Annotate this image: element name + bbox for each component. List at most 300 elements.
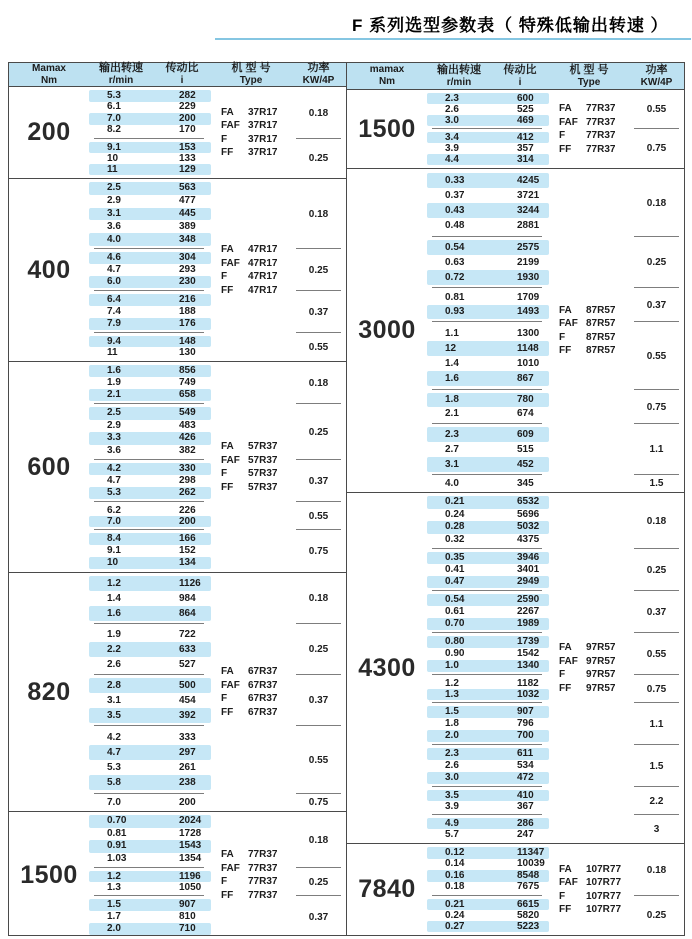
power-group bbox=[629, 288, 684, 322]
type-designation bbox=[221, 120, 291, 132]
type-designation bbox=[221, 693, 291, 705]
speed-ratio-row bbox=[89, 220, 211, 233]
speed-value: 2.6 bbox=[445, 103, 459, 115]
speed-ratio-row bbox=[89, 365, 211, 377]
power-value: 0.55 bbox=[646, 648, 667, 660]
type-model: 87R57 bbox=[586, 331, 616, 343]
speed-ratio-row bbox=[427, 356, 549, 371]
ratio-value: 247 bbox=[517, 828, 534, 840]
speed-value: 3.5 bbox=[445, 789, 459, 801]
ratio-value: 6532 bbox=[517, 496, 540, 508]
type-prefix: FF bbox=[559, 904, 572, 915]
speed-ratio-row bbox=[427, 305, 549, 319]
speed-ratio-row bbox=[89, 760, 211, 775]
power-group bbox=[629, 591, 684, 633]
type-prefix: FAF bbox=[221, 679, 240, 691]
speed-ratio-row bbox=[89, 407, 211, 420]
speed-value: 3.9 bbox=[445, 142, 459, 154]
speed-value: 0.90 bbox=[445, 648, 465, 659]
speed-ratio-row bbox=[427, 104, 549, 115]
speed-ratio-group bbox=[89, 812, 211, 868]
ratio-value: 3946 bbox=[517, 552, 540, 563]
ratio-value: 330 bbox=[179, 463, 196, 474]
power-group bbox=[291, 87, 346, 139]
speed-ratio-row bbox=[427, 636, 549, 648]
speed-ratio-row bbox=[89, 264, 211, 276]
power-group bbox=[291, 460, 346, 502]
type-prefix: F bbox=[221, 133, 228, 145]
speed-value: 4.2 bbox=[107, 463, 121, 474]
speed-ratio-row bbox=[89, 708, 211, 723]
type-model: 77R37 bbox=[586, 116, 616, 128]
speed-ratio-row bbox=[427, 790, 549, 801]
power-group bbox=[629, 129, 684, 168]
speed-ratio-row bbox=[89, 463, 211, 475]
speed-value: 2.5 bbox=[107, 182, 121, 194]
type-model: 57R37 bbox=[248, 468, 278, 479]
ratio-value: 357 bbox=[517, 142, 534, 154]
header-unit: Type bbox=[239, 75, 263, 86]
speed-value: 0.28 bbox=[445, 521, 465, 533]
ratio-value: 153 bbox=[179, 141, 196, 153]
power-value: 0.55 bbox=[308, 341, 329, 353]
power-group bbox=[629, 390, 684, 424]
type-designation bbox=[221, 258, 291, 270]
power-group bbox=[291, 812, 346, 868]
power-value: 0.18 bbox=[646, 864, 667, 876]
type-list bbox=[549, 169, 629, 492]
type-designation bbox=[559, 669, 629, 681]
speed-ratio-row bbox=[427, 240, 549, 255]
torque-value: 820 bbox=[27, 677, 71, 706]
speed-ratio-row bbox=[427, 534, 549, 547]
type-model: 67R37 bbox=[248, 693, 278, 704]
ratio-value: 1542 bbox=[517, 648, 540, 659]
power-value: 0.37 bbox=[308, 911, 329, 923]
speed-ratio-group bbox=[427, 703, 549, 745]
type-model: 77R37 bbox=[586, 143, 616, 155]
speed-value: 0.12 bbox=[445, 846, 465, 858]
power-group bbox=[629, 549, 684, 591]
left-table-header bbox=[9, 63, 346, 87]
title-underline bbox=[215, 38, 691, 40]
type-prefix: FF bbox=[221, 481, 234, 493]
speed-value: 1.2 bbox=[445, 677, 459, 689]
speed-value: 0.72 bbox=[445, 271, 465, 283]
column-header-torque bbox=[9, 64, 89, 86]
ratio-value: 238 bbox=[179, 776, 196, 788]
ratio-value: 658 bbox=[179, 389, 196, 400]
speed-ratio-row bbox=[427, 870, 549, 882]
type-designation bbox=[559, 144, 629, 156]
right-table bbox=[346, 63, 684, 935]
type-model: 57R37 bbox=[248, 481, 278, 493]
speed-value: 0.41 bbox=[445, 564, 465, 575]
speed-value: 9.4 bbox=[107, 335, 121, 347]
ratio-value: 200 bbox=[179, 796, 196, 808]
ratio-value: 867 bbox=[517, 372, 534, 384]
type-model: 77R37 bbox=[248, 862, 278, 874]
speed-value: 0.61 bbox=[445, 606, 465, 617]
type-prefix: FA bbox=[559, 863, 572, 875]
type-prefix: FAF bbox=[221, 120, 240, 131]
power-value: 0.75 bbox=[308, 545, 329, 557]
ratio-value: 984 bbox=[179, 592, 196, 604]
speed-ratio-row bbox=[89, 606, 211, 621]
speed-ratio-group bbox=[427, 322, 549, 390]
speed-value: 0.43 bbox=[445, 204, 465, 216]
speed-ratio-row bbox=[427, 326, 549, 341]
ratio-value: 864 bbox=[179, 607, 196, 619]
speed-value: 3.6 bbox=[107, 220, 121, 232]
ratio-value: 410 bbox=[517, 789, 534, 801]
speed-value: 0.91 bbox=[107, 840, 127, 852]
type-designation bbox=[221, 666, 291, 678]
speed-ratio-row bbox=[427, 847, 549, 859]
speed-value: 0.16 bbox=[445, 869, 465, 881]
right-table-body bbox=[347, 90, 684, 935]
type-designation bbox=[221, 147, 291, 159]
speed-value: 2.3 bbox=[445, 748, 459, 759]
speed-ratio-row bbox=[89, 533, 211, 545]
speed-value: 2.7 bbox=[445, 443, 459, 455]
ratio-value: 176 bbox=[179, 318, 196, 329]
power-value: 3 bbox=[653, 823, 660, 835]
speed-ratio-group bbox=[89, 794, 211, 811]
speed-ratio-row bbox=[89, 336, 211, 347]
ratio-value: 2575 bbox=[517, 241, 540, 253]
header-label: 功率 bbox=[645, 63, 668, 76]
type-designation bbox=[559, 103, 629, 115]
power-group bbox=[629, 675, 684, 703]
speed-ratio-group bbox=[89, 460, 211, 502]
speed-ratio-row bbox=[427, 478, 549, 489]
type-prefix: FA bbox=[221, 441, 234, 452]
speed-value: 4.7 bbox=[107, 264, 121, 275]
power-value: 0.25 bbox=[308, 264, 329, 276]
speed-ratio-row bbox=[427, 188, 549, 203]
ratio-value: 1300 bbox=[517, 327, 540, 339]
speed-ratio-row bbox=[89, 516, 211, 527]
speed-ratio-row bbox=[427, 859, 549, 871]
speed-value: 0.35 bbox=[445, 552, 465, 563]
power-value: 0.37 bbox=[646, 299, 667, 311]
speed-ratio-group bbox=[427, 787, 549, 815]
ratio-value: 611 bbox=[517, 748, 534, 759]
ratio-value: 389 bbox=[179, 220, 196, 232]
speed-ratio-group bbox=[89, 291, 211, 333]
type-prefix: FF bbox=[559, 682, 572, 694]
ratio-value: 345 bbox=[517, 477, 534, 489]
type-prefix: FA bbox=[559, 304, 572, 316]
ratio-value: 10039 bbox=[517, 858, 545, 870]
ratio-value: 5696 bbox=[517, 508, 540, 520]
speed-ratio-row bbox=[89, 797, 211, 808]
speed-ratio-row bbox=[89, 142, 211, 153]
speed-ratio-group bbox=[427, 169, 549, 237]
ratio-value: 1196 bbox=[179, 870, 201, 882]
ratio-value: 314 bbox=[517, 153, 534, 165]
type-model: 37R17 bbox=[248, 133, 278, 145]
speed-value: 7.0 bbox=[107, 796, 121, 808]
ratio-value: 229 bbox=[179, 101, 196, 113]
ratio-value: 452 bbox=[517, 458, 534, 470]
speed-ratio-row bbox=[427, 718, 549, 730]
speed-ratio-row bbox=[89, 164, 211, 175]
speed-value: 5.7 bbox=[445, 828, 459, 840]
ratio-value: 454 bbox=[179, 694, 196, 706]
type-designation bbox=[559, 877, 629, 889]
power-group bbox=[291, 868, 346, 896]
torque-section-200 bbox=[9, 87, 346, 179]
speed-ratio-row bbox=[427, 801, 549, 812]
speed-ratio-row bbox=[427, 706, 549, 718]
type-model: 107R77 bbox=[586, 877, 622, 888]
torque-section-820 bbox=[9, 573, 346, 812]
type-prefix: F bbox=[559, 130, 566, 141]
type-model: 87R57 bbox=[586, 345, 616, 356]
power-value: 0.55 bbox=[646, 350, 667, 362]
power-group bbox=[291, 291, 346, 333]
ratio-value: 133 bbox=[179, 152, 196, 164]
speed-ratio-row bbox=[427, 291, 549, 305]
power-group bbox=[291, 794, 346, 811]
type-model: 37R17 bbox=[248, 106, 278, 118]
ratio-value: 749 bbox=[179, 377, 196, 388]
type-prefix: FA bbox=[559, 642, 572, 653]
speed-value: 0.27 bbox=[445, 920, 465, 932]
power-value: 0.25 bbox=[308, 876, 329, 888]
speed-ratio-row bbox=[89, 591, 211, 606]
ratio-value: 710 bbox=[179, 923, 196, 934]
speed-ratio-group bbox=[427, 390, 549, 424]
power-group bbox=[291, 249, 346, 291]
speed-ratio-row bbox=[427, 371, 549, 386]
ratio-value: 11347 bbox=[517, 846, 545, 858]
speed-ratio-row bbox=[427, 143, 549, 154]
type-list bbox=[211, 87, 291, 178]
speed-ratio-row bbox=[427, 341, 549, 356]
column-header-ratio bbox=[491, 65, 549, 88]
speed-value: 11 bbox=[107, 163, 118, 175]
speed-value: 0.81 bbox=[107, 827, 127, 839]
speed-value: 6.0 bbox=[107, 276, 121, 287]
speed-ratio-row bbox=[89, 182, 211, 195]
speed-ratio-row bbox=[89, 487, 211, 499]
speed-ratio-row bbox=[427, 772, 549, 784]
header-label: 机 型 号 bbox=[231, 62, 271, 74]
speed-value: 5.3 bbox=[107, 761, 121, 773]
speed-ratio-row bbox=[89, 730, 211, 745]
power-group bbox=[291, 726, 346, 794]
speed-ratio-group bbox=[427, 493, 549, 549]
power-value: 0.37 bbox=[308, 475, 329, 487]
speed-value: 2.6 bbox=[107, 658, 121, 670]
ratio-value: 856 bbox=[179, 365, 196, 376]
type-model: 37R17 bbox=[248, 147, 278, 158]
speed-value: 7.0 bbox=[107, 112, 121, 124]
type-designation bbox=[221, 890, 291, 902]
type-model: 107R77 bbox=[586, 863, 622, 875]
speed-value: 3.6 bbox=[107, 444, 121, 456]
column-header-speed bbox=[427, 65, 491, 88]
type-designation bbox=[559, 332, 629, 344]
type-prefix: F bbox=[559, 669, 566, 680]
power-value: 0.75 bbox=[646, 683, 667, 695]
header-label: mamax bbox=[369, 64, 405, 75]
ratio-value: 1354 bbox=[179, 852, 202, 864]
ratio-value: 600 bbox=[517, 92, 534, 104]
speed-value: 1.2 bbox=[107, 870, 121, 882]
type-model: 57R37 bbox=[248, 441, 278, 452]
speed-ratio-group bbox=[427, 129, 549, 168]
speed-ratio-row bbox=[89, 153, 211, 164]
ratio-value: 472 bbox=[517, 772, 534, 783]
power-value: 0.55 bbox=[308, 754, 329, 766]
speed-ratio-row bbox=[89, 252, 211, 264]
power-group bbox=[291, 573, 346, 624]
ratio-value: 286 bbox=[517, 817, 534, 829]
speed-ratio-row bbox=[427, 594, 549, 606]
speed-ratio-row bbox=[89, 420, 211, 433]
ratio-value: 8548 bbox=[517, 869, 540, 881]
speed-value: 0.80 bbox=[445, 636, 465, 647]
speed-ratio-row bbox=[427, 203, 549, 218]
speed-ratio-group bbox=[89, 573, 211, 624]
speed-ratio-row bbox=[89, 557, 211, 569]
speed-ratio-group bbox=[427, 288, 549, 322]
ratio-value: 134 bbox=[179, 557, 196, 568]
speed-ratio-row bbox=[427, 218, 549, 233]
ratio-value: 1739 bbox=[517, 636, 540, 647]
type-prefix: FA bbox=[221, 244, 234, 255]
type-prefix: FF bbox=[221, 147, 234, 158]
speed-ratio-group bbox=[89, 896, 211, 938]
ratio-value: 129 bbox=[179, 163, 196, 175]
type-prefix: FA bbox=[221, 106, 234, 118]
ratio-value: 1709 bbox=[517, 292, 540, 303]
power-value: 0.25 bbox=[646, 910, 667, 921]
power-group bbox=[629, 322, 684, 390]
speed-ratio-row bbox=[427, 270, 549, 285]
power-value: 0.18 bbox=[308, 593, 329, 604]
ratio-value: 200 bbox=[179, 515, 196, 527]
power-value: 0.18 bbox=[646, 197, 667, 209]
speed-value: 10 bbox=[107, 152, 119, 164]
right-table-header bbox=[347, 63, 684, 90]
type-model: 67R37 bbox=[248, 706, 278, 718]
speed-ratio-row bbox=[89, 882, 211, 893]
ratio-value: 2024 bbox=[179, 815, 202, 827]
type-model: 97R57 bbox=[586, 642, 616, 653]
power-value: 0.18 bbox=[308, 107, 329, 119]
speed-ratio-group bbox=[427, 424, 549, 475]
speed-value: 3.4 bbox=[445, 131, 459, 143]
speed-ratio-row bbox=[89, 377, 211, 389]
power-value: 0.18 bbox=[308, 208, 329, 220]
ratio-value: 297 bbox=[179, 746, 196, 758]
ratio-value: 674 bbox=[517, 408, 534, 419]
torque-section-3000 bbox=[347, 169, 684, 493]
type-designation bbox=[221, 876, 291, 888]
power-group bbox=[629, 815, 684, 843]
speed-ratio-row bbox=[427, 564, 549, 576]
speed-ratio-row bbox=[89, 276, 211, 288]
ratio-value: 333 bbox=[179, 731, 196, 743]
torque-section-1500 bbox=[9, 812, 346, 938]
type-designation bbox=[559, 305, 629, 317]
speed-value: 11 bbox=[107, 346, 118, 358]
type-prefix: FAF bbox=[221, 257, 240, 269]
type-model: 77R37 bbox=[248, 876, 278, 887]
speed-value: 3.1 bbox=[107, 207, 121, 219]
speed-ratio-group bbox=[89, 675, 211, 726]
torque-value: 200 bbox=[27, 118, 71, 146]
speed-value: 1.9 bbox=[107, 377, 121, 388]
ratio-value: 5223 bbox=[517, 920, 540, 932]
speed-ratio-row bbox=[427, 407, 549, 421]
speed-ratio-row bbox=[427, 689, 549, 700]
type-list bbox=[211, 362, 291, 572]
type-designation bbox=[559, 318, 629, 330]
ratio-value: 166 bbox=[179, 533, 196, 544]
speed-ratio-row bbox=[427, 606, 549, 618]
type-designation bbox=[221, 680, 291, 692]
speed-ratio-row bbox=[89, 432, 211, 445]
ratio-value: 525 bbox=[517, 103, 534, 115]
speed-ratio-row bbox=[427, 818, 549, 829]
speed-value: 10 bbox=[107, 557, 119, 568]
ratio-value: 477 bbox=[179, 195, 196, 207]
ratio-value: 1989 bbox=[517, 618, 540, 629]
type-prefix: FAF bbox=[221, 862, 240, 874]
type-model: 87R57 bbox=[586, 304, 616, 316]
type-prefix: FA bbox=[559, 103, 572, 114]
type-prefix: FA bbox=[221, 666, 234, 677]
speed-ratio-row bbox=[89, 899, 211, 911]
power-group bbox=[629, 169, 684, 237]
speed-ratio-row bbox=[427, 552, 549, 564]
ratio-value: 907 bbox=[517, 706, 534, 717]
ratio-value: 148 bbox=[179, 335, 196, 347]
power-value: 0.75 bbox=[646, 143, 667, 154]
speed-value: 1.8 bbox=[445, 394, 459, 405]
power-group bbox=[291, 502, 346, 530]
ratio-value: 382 bbox=[179, 444, 196, 456]
ratio-value: 230 bbox=[179, 276, 196, 287]
ratio-value: 534 bbox=[517, 760, 534, 771]
power-value: 0.37 bbox=[308, 306, 329, 318]
ratio-value: 304 bbox=[179, 252, 196, 263]
speed-value: 0.48 bbox=[445, 219, 465, 231]
speed-value: 1.9 bbox=[107, 628, 121, 640]
speed-ratio-row bbox=[427, 393, 549, 407]
speed-value: 1.4 bbox=[445, 357, 459, 369]
column-header-speed bbox=[89, 63, 153, 86]
column-header-power bbox=[291, 63, 346, 86]
power-group bbox=[291, 530, 346, 572]
ratio-value: 7675 bbox=[517, 881, 540, 893]
ratio-value: 4245 bbox=[517, 174, 540, 186]
power-group bbox=[629, 745, 684, 787]
speed-value: 2.9 bbox=[107, 195, 121, 207]
speed-value: 3.0 bbox=[445, 772, 459, 783]
speed-ratio-row bbox=[89, 90, 211, 102]
speed-ratio-row bbox=[427, 648, 549, 660]
torque-value: 1500 bbox=[358, 114, 416, 143]
speed-value: 0.33 bbox=[445, 174, 465, 186]
type-model: 47R17 bbox=[248, 284, 278, 296]
